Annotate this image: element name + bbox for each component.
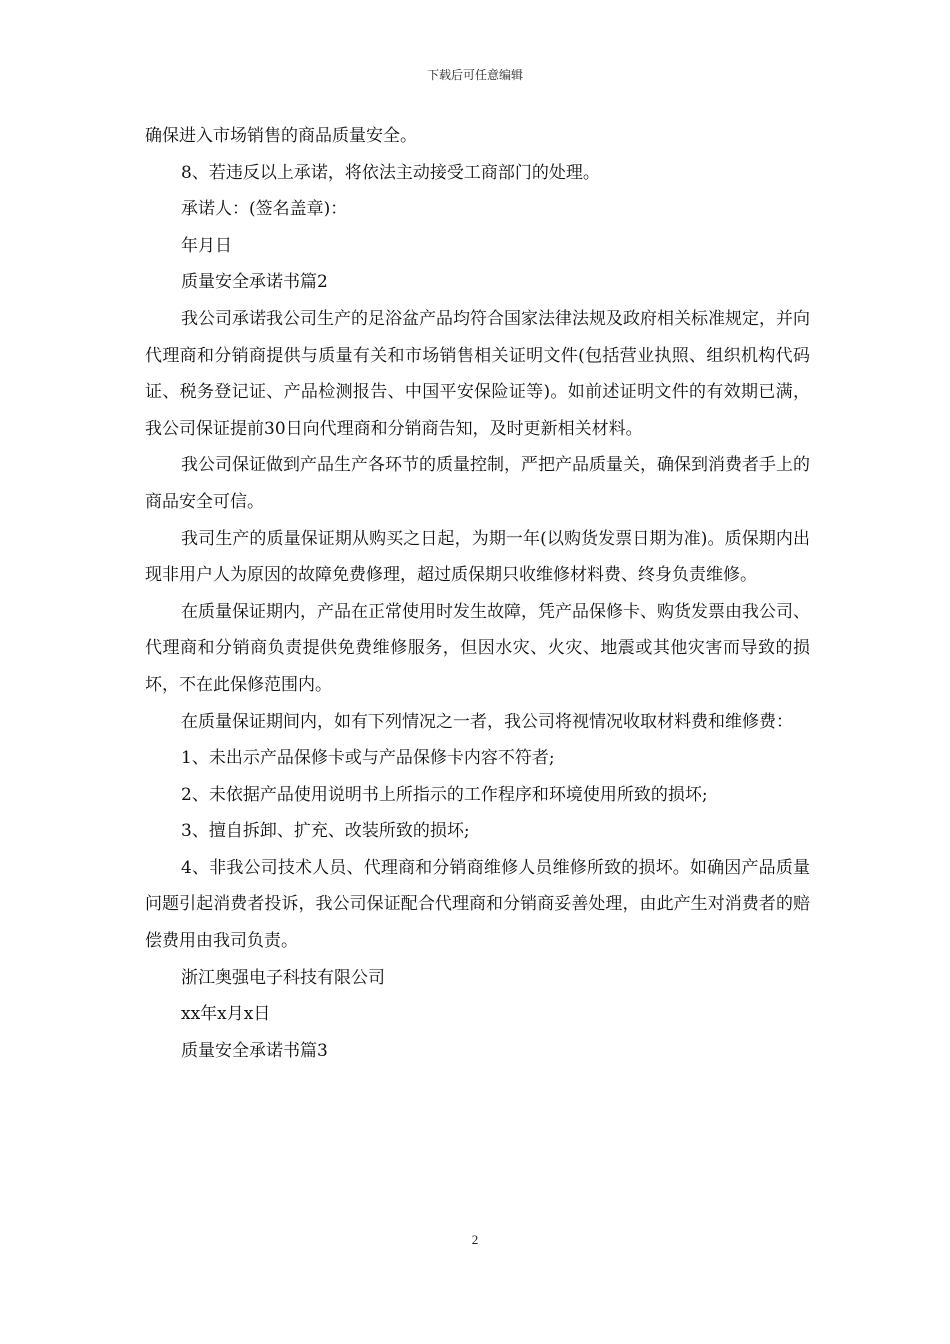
paragraph: 确保进入市场销售的商品质量安全。: [145, 126, 417, 146]
section-title: 质量安全承诺书篇2: [181, 272, 328, 293]
paragraph: 在质量保证期间内，如有下列情况之一者，我公司将视情况收取材料费和维修费：: [181, 711, 793, 732]
paragraph: 在质量保证期内，产品在正常使用时发生故障，凭产品保修卡、购货发票由我公司、代理商和分销商负责提供免费维修服务，但因水灾、火灾、地震或其他灾害而导致的损坏，不在此保修范围内。: [145, 601, 810, 695]
date-line: 年月日: [181, 235, 232, 256]
paragraph: 我公司承诺我公司生产的足浴盆产品均符合国家法律法规及政府相关标准规定，并向代理商和分销商提供与质量有关和市场销售相关证明文件(包括营业执照、组织机构代码证、税务登记证、产品检测报告、中国平安保险证等)。如前述证明文件的有效期已满，我公司保证提前30日向代理商和分销商告知，及时更新相关材料。: [145, 308, 810, 439]
document-body: [145, 118, 810, 1069]
page-header: 下载后可任意编辑: [426, 68, 523, 82]
paragraph: 8、若违反以上承诺，将依法主动接受工商部门的处理。: [181, 162, 600, 183]
section-title: 质量安全承诺书篇3: [181, 1040, 328, 1061]
signature-line: 承诺人：(签名盖章)：: [181, 199, 348, 220]
date-line: xx年x月x日: [181, 1004, 271, 1025]
page-number: 2: [471, 1232, 479, 1247]
company-name: 浙江奥强电子科技有限公司: [181, 967, 385, 988]
paragraph: 我公司保证做到产品生产各环节的质量控制，严把产品质量关，确保到消费者手上的商品安全可信。: [145, 455, 810, 512]
list-item: 2、未依据产品使用说明书上所指示的工作程序和环境使用所致的损坏;: [181, 784, 708, 805]
paragraph: 我司生产的质量保证期从购买之日起，为期一年(以购货发票日期为准)。质保期内出现非用户人为原因的故障免费修理，超过质保期只收维修材料费、终身负责维修。: [145, 528, 810, 586]
list-item: 4、非我公司技术人员、代理商和分销商维修人员维修所致的损坏。如确因产品质量问题引起消费者投诉，我公司保证配合代理商和分销商妥善处理，由此产生对消费者的赔偿费用由我司负责。: [145, 857, 810, 952]
list-item: 1、未出示产品保修卡或与产品保修卡内容不符者;: [181, 748, 555, 769]
list-item: 3、擅自拆卸、扩充、改装所致的损坏;: [181, 821, 470, 842]
